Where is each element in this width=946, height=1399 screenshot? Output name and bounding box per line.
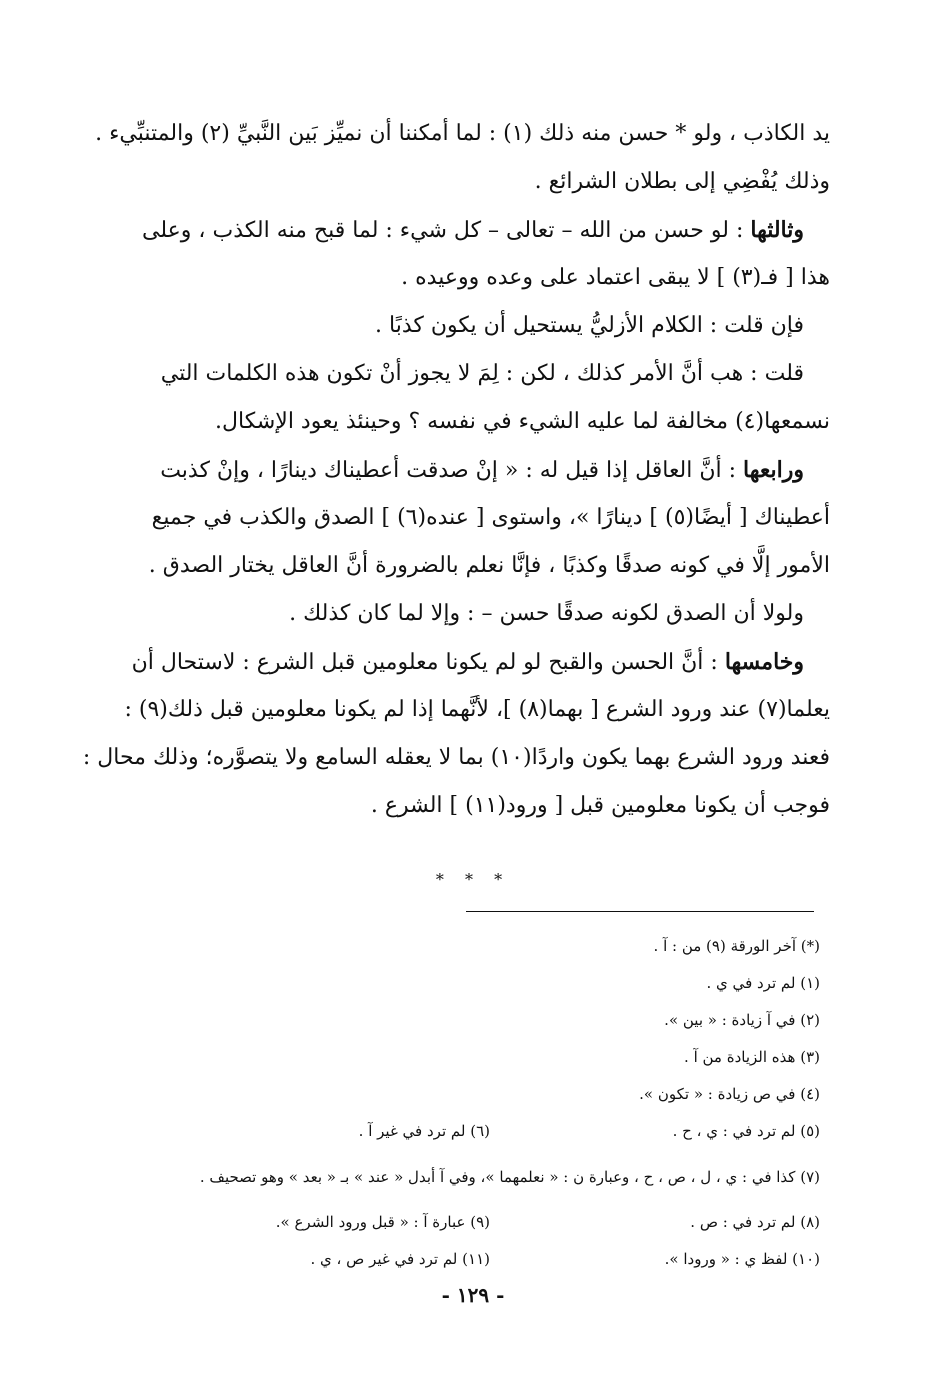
main-text xyxy=(82,110,830,830)
footnote: (٦) لم ترد في غير آ . xyxy=(358,1122,490,1140)
text-line: هذا [ فـ(٣) ] لا يبقى اعتماد على وعده ووعيده . xyxy=(401,265,830,290)
footnote: (٣) هذه الزيادة من آ . xyxy=(684,1048,820,1066)
footnote: (١٠) لفظ ي : « ورودا ». xyxy=(664,1250,820,1268)
text-line: يد الكاذب ، ولو * حسن منه ذلك (١) : لما أمكننا أن نميِّز بَين النَّبيِّ (٢) والمتنبِّيء . xyxy=(95,121,830,146)
footnote: (٨) لم ترد في : ص . xyxy=(690,1213,820,1231)
footnotes xyxy=(140,928,820,1278)
lead-word: وثالثها xyxy=(750,217,804,243)
text-line: قلت : هب أنَّ الأمر كذلك ، لكن : لِمَ لا يجوز أنْ تكون هذه الكلمات التي xyxy=(160,361,804,386)
footnote: (٥) لم ترد في : ي ، ح . xyxy=(672,1122,820,1140)
text-line: ولولا أن الصدق لكونه صدقًا حسن – : وإلا لما كان كذلك . xyxy=(289,601,804,626)
text-line: فعند ورود الشرع بهما يكون واردًا(١٠) بما لا يعقله السامع ولا يتصوَّره؛ وذلك محال : xyxy=(82,745,830,770)
text-line: نسمعها(٤) مخالفة لما عليه الشيء في نفسه ؟ وحينئذ يعود الإشكال. xyxy=(215,409,830,434)
footnote: (١١) لم ترد في غير ص ، ي . xyxy=(310,1250,490,1268)
text-line: يعلما(٧) عند ورود الشرع [ بهما(٨) ]، لأنَّهما إذا لم يكونا معلومين قبل ذلك(٩) : xyxy=(124,697,830,722)
footnote-rule xyxy=(466,911,814,912)
lead-word: ورابعها xyxy=(743,457,804,483)
footnote: (٤) في ص زيادة : « تكون ». xyxy=(639,1085,820,1103)
footnote: (٧) كذا في : ي ، ل ، ص ، ح ، وعبارة ن : « نعلمهما »، وفي آ أبدل « عند » بـ « بعد » وهو تصحيف . xyxy=(199,1168,820,1186)
section-separator: * * * xyxy=(435,870,511,889)
paragraph-third: وثالثها : لو حسن من الله – تعالى – كل شيء : لما قبح منه الكذب ، وعلى xyxy=(142,217,804,243)
paragraph-fourth: ورابعها : أنَّ العاقل إذا قيل له : « إنْ صدقت أعطيناك دينارًا ، وإنْ كذبت xyxy=(160,457,804,483)
footnote: (١) لم ترد في ي . xyxy=(706,974,820,992)
lead-word: وخامسها xyxy=(724,649,804,675)
text-line: فوجب أن يكونا معلومين قبل [ ورود(١١) ] الشرع . xyxy=(370,793,830,818)
text-line: أعطيناك [ أيضًا(٥) ] دينارًا »، واستوى [ عنده(٦) ] الصدق والكذب في جميع xyxy=(151,505,830,530)
footnote: (٢) في آ زيادة : « بين ». xyxy=(664,1011,820,1029)
text-line: وذلك يُفْضِي إلى بطلان الشرائع . xyxy=(534,169,830,194)
footnote-row xyxy=(140,1241,820,1278)
text-line: الأمور إلَّا في كونه صدقًا وكذبًا ، فإنَّا نعلم بالضرورة أنَّ العاقل يختار الصدق . xyxy=(148,553,830,578)
footnote: (*) آخر الورقة (٩) من : آ . xyxy=(653,937,820,955)
paragraph-fifth: وخامسها : أنَّ الحسن والقبح لو لم يكونا معلومين قبل الشرع : لاستحال أن xyxy=(131,649,804,675)
text-line: فإن قلت : الكلام الأزليُّ يستحيل أن يكون كذبًا . xyxy=(375,313,804,338)
footnote-row xyxy=(140,1204,820,1241)
page-number: - ١٢٩ - xyxy=(441,1283,505,1307)
footnote: (٩) عبارة آ : « قبل ورود الشرع ». xyxy=(275,1213,490,1231)
footnote-row xyxy=(140,1113,820,1150)
